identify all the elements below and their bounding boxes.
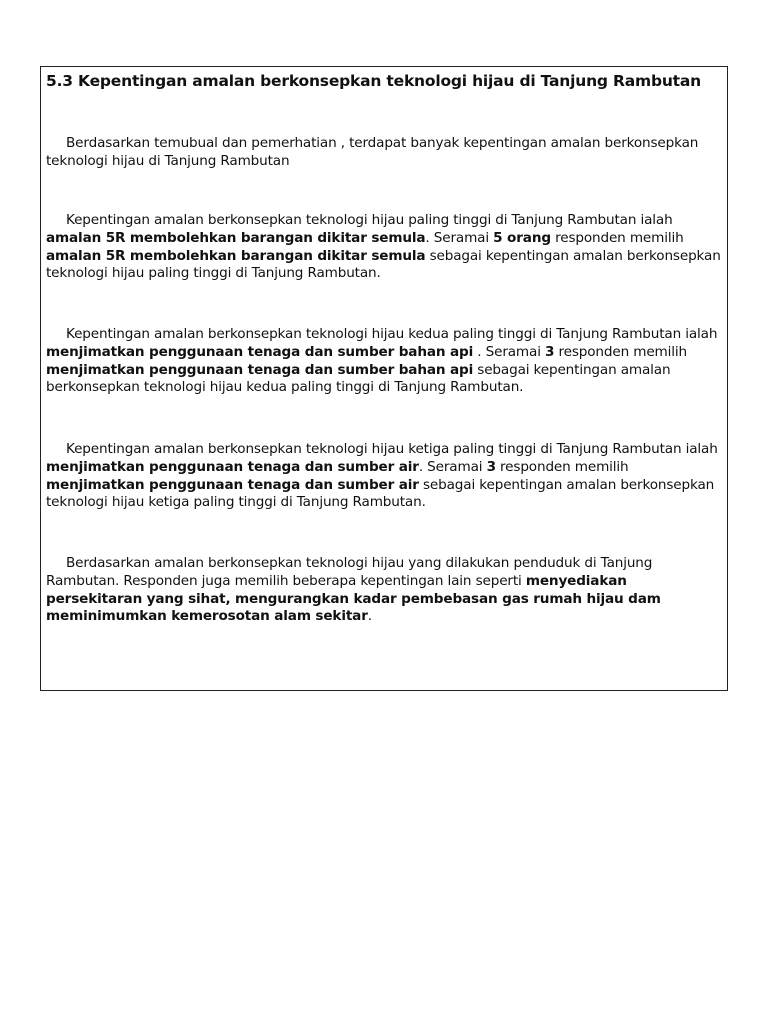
p2-text-1: Kepentingan amalan berkonsepkan teknologi hijau paling tinggi di Tanjung Rambutan ialah (66, 212, 673, 228)
second-importance-paragraph (46, 326, 722, 397)
p2-text-4: sebagai kepentingan amalan berkonsepkan teknologi hijau paling tinggi di Tanjung Rambutan. (46, 247, 721, 282)
p3-bold-1: menjimatkan penggunaan tenaga dan sumber bahan api (46, 343, 474, 360)
p4-bold-1: menjimatkan penggunaan tenaga dan sumber air (46, 458, 419, 475)
p4-text-1: Kepentingan amalan berkonsepkan teknologi hijau ketiga paling tinggi di Tanjung Rambutan ialah (66, 441, 718, 457)
p5-text-2: . (367, 608, 372, 625)
p2-bold-1: amalan 5R membolehkan barangan dikitar semula (46, 229, 426, 246)
p2-text-2: . Seramai (425, 229, 494, 246)
p3-text-3: responden memilih (554, 343, 687, 360)
p2-bold-3: amalan 5R membolehkan barangan dikitar semula (46, 247, 426, 264)
intro-paragraph (46, 135, 722, 171)
p4-text-3: responden memilih (495, 458, 629, 475)
p4-bold-3: menjimatkan penggunaan tenaga dan sumber air (46, 476, 419, 493)
p3-text-1: Kepentingan amalan berkonsepkan teknologi hijau kedua paling tinggi di Tanjung Rambutan ialah (66, 326, 718, 342)
p3-text-4: sebagai kepentingan amalan berkonsepkan teknologi hijau kedua paling tinggi di Tanjung Rambutan. (46, 361, 671, 396)
intro-text: Berdasarkan temubual dan pemerhatian , terdapat banyak kepentingan amalan berkonsepkan teknologi hijau di Tanjung Rambutan (46, 135, 699, 169)
p4-text-2: . Seramai (418, 458, 487, 475)
p3-text-2: . Seramai (473, 343, 546, 360)
p3-bold-3: menjimatkan penggunaan tenaga dan sumber bahan api (46, 361, 474, 378)
p2-text-3: responden memilih (550, 229, 684, 246)
other-importance-paragraph (46, 555, 722, 626)
p3-bold-2: 3 (545, 343, 555, 360)
first-importance-paragraph (46, 212, 722, 283)
p5-text-1: Berdasarkan amalan berkonsepkan teknologi hijau yang dilakukan penduduk di Tanjung Rambutan. Responden juga memilih beberapa kepentingan lain seperti (46, 555, 653, 589)
section-heading: 5.3 Kepentingan amalan berkonsepkan teknologi hijau di Tanjung Rambutan (46, 72, 701, 90)
third-importance-paragraph (46, 441, 722, 512)
document-frame (40, 66, 728, 691)
p4-text-4: sebagai kepentingan amalan berkonsepkan teknologi hijau ketiga paling tinggi di Tanjung Rambutan. (46, 476, 715, 511)
p2-bold-2: 5 orang (493, 229, 551, 246)
p4-bold-2: 3 (486, 458, 496, 475)
p5-bold-1: menyediakan persekitaran yang sihat, mengurangkan kadar pembebasan gas rumah hijau dam meminimumkan kemerosotan alam sekitar (46, 572, 661, 625)
